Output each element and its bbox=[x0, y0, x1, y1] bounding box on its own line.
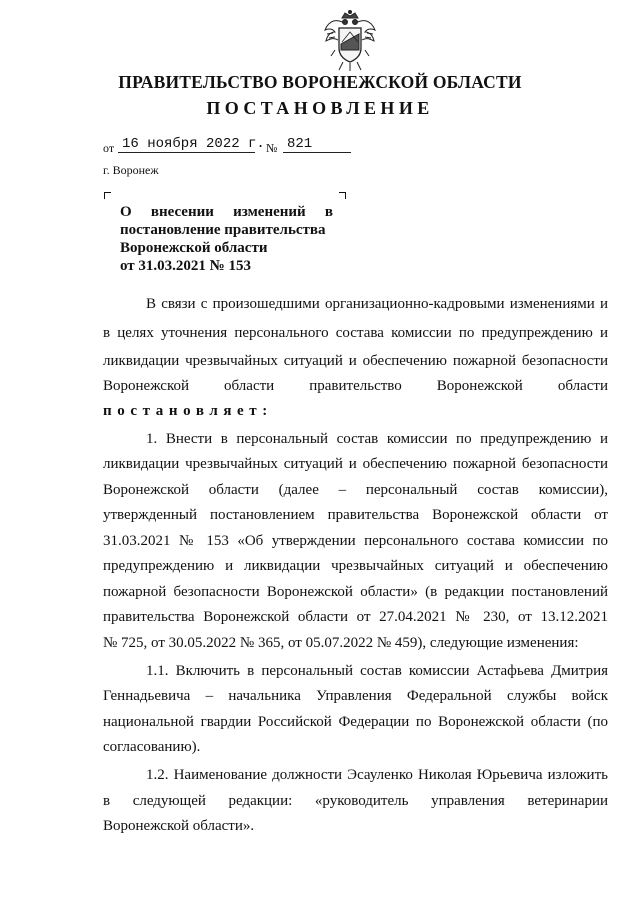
body-line: Воронежской области (далее – персональный состав комиссии), bbox=[103, 482, 608, 498]
number-underline bbox=[283, 152, 351, 153]
subject-line: Воронежской области bbox=[120, 240, 268, 256]
government-title: ПРАВИТЕЛЬСТВО ВОРОНЕЖСКОЙ ОБЛАСТИ bbox=[118, 72, 522, 92]
body-line: ликвидации чрезвычайных ситуаций и обеспечению пожарной безопасности bbox=[103, 456, 608, 472]
subject-line: О внесении изменений в bbox=[120, 204, 333, 220]
body-line: пожарной безопасности Воронежской области» (в редакции постановлений bbox=[103, 584, 608, 600]
number-prefix: № bbox=[266, 141, 278, 155]
body-line: Воронежской области правительство Воронежской области bbox=[103, 378, 608, 394]
date-underline bbox=[118, 152, 255, 153]
body-line: 1.2. Наименование должности Эсауленко Николая Юрьевича изложить bbox=[146, 767, 608, 783]
document-type: ПОСТАНОВЛЕНИЕ bbox=[206, 98, 434, 118]
coat-of-arms-emblem bbox=[321, 10, 379, 72]
body-line: в целях уточнения персонального состава комиссии по предупреждению и bbox=[103, 325, 608, 341]
subject-bracket-left bbox=[104, 192, 111, 199]
date-prefix: от bbox=[103, 141, 115, 155]
body-line: предупреждению и ликвидации чрезвычайных ситуаций и обеспечению bbox=[103, 558, 608, 574]
body-line: национальной гвардии Российской Федерации по Воронежской области (по bbox=[103, 714, 608, 730]
document-subject bbox=[120, 203, 333, 275]
body-line: 31.03.2021 № 153 «Об утверждении персонального состава комиссии по bbox=[103, 533, 608, 549]
body-line: в следующей редакции: «руководитель управления ветеринарии bbox=[103, 793, 608, 809]
subject-line: от 31.03.2021 № 153 bbox=[120, 258, 251, 274]
decree-word: постановляет: bbox=[103, 403, 273, 419]
body-line: согласованию). bbox=[103, 739, 201, 755]
date-number-line bbox=[103, 136, 363, 156]
subject-line: постановление правительства bbox=[120, 222, 326, 238]
body-line: № 725, от 30.05.2022 № 365, от 05.07.2022 № 459), следующие изменения: bbox=[103, 635, 579, 651]
body-line: правительства Воронежской области от 27.04.2021 № 230, от 13.12.2021 bbox=[103, 609, 608, 625]
body-line: Воронежской области». bbox=[103, 818, 255, 834]
body-line: В связи с произошедшими организационно-кадровыми изменениями и bbox=[146, 296, 608, 312]
subject-bracket-right bbox=[339, 192, 346, 199]
body-line: 1. Внести в персональный состав комиссии по предупреждению и bbox=[146, 431, 608, 447]
body-line: Геннадьевича – начальника Управления Федеральной службы войск bbox=[103, 688, 608, 704]
document-date: 16 ноября 2022 г. bbox=[122, 136, 265, 152]
body-line: 1.1. Включить в персональный состав комиссии Астафьева Дмитрия bbox=[146, 663, 608, 679]
city-label: г. Воронеж bbox=[103, 163, 159, 177]
body-line: ликвидации чрезвычайных ситуаций и обеспечению пожарной безопасности bbox=[103, 353, 608, 369]
document-number: 821 bbox=[287, 136, 313, 152]
body-line: утвержденный постановлением правительства Воронежской области от bbox=[103, 507, 608, 523]
